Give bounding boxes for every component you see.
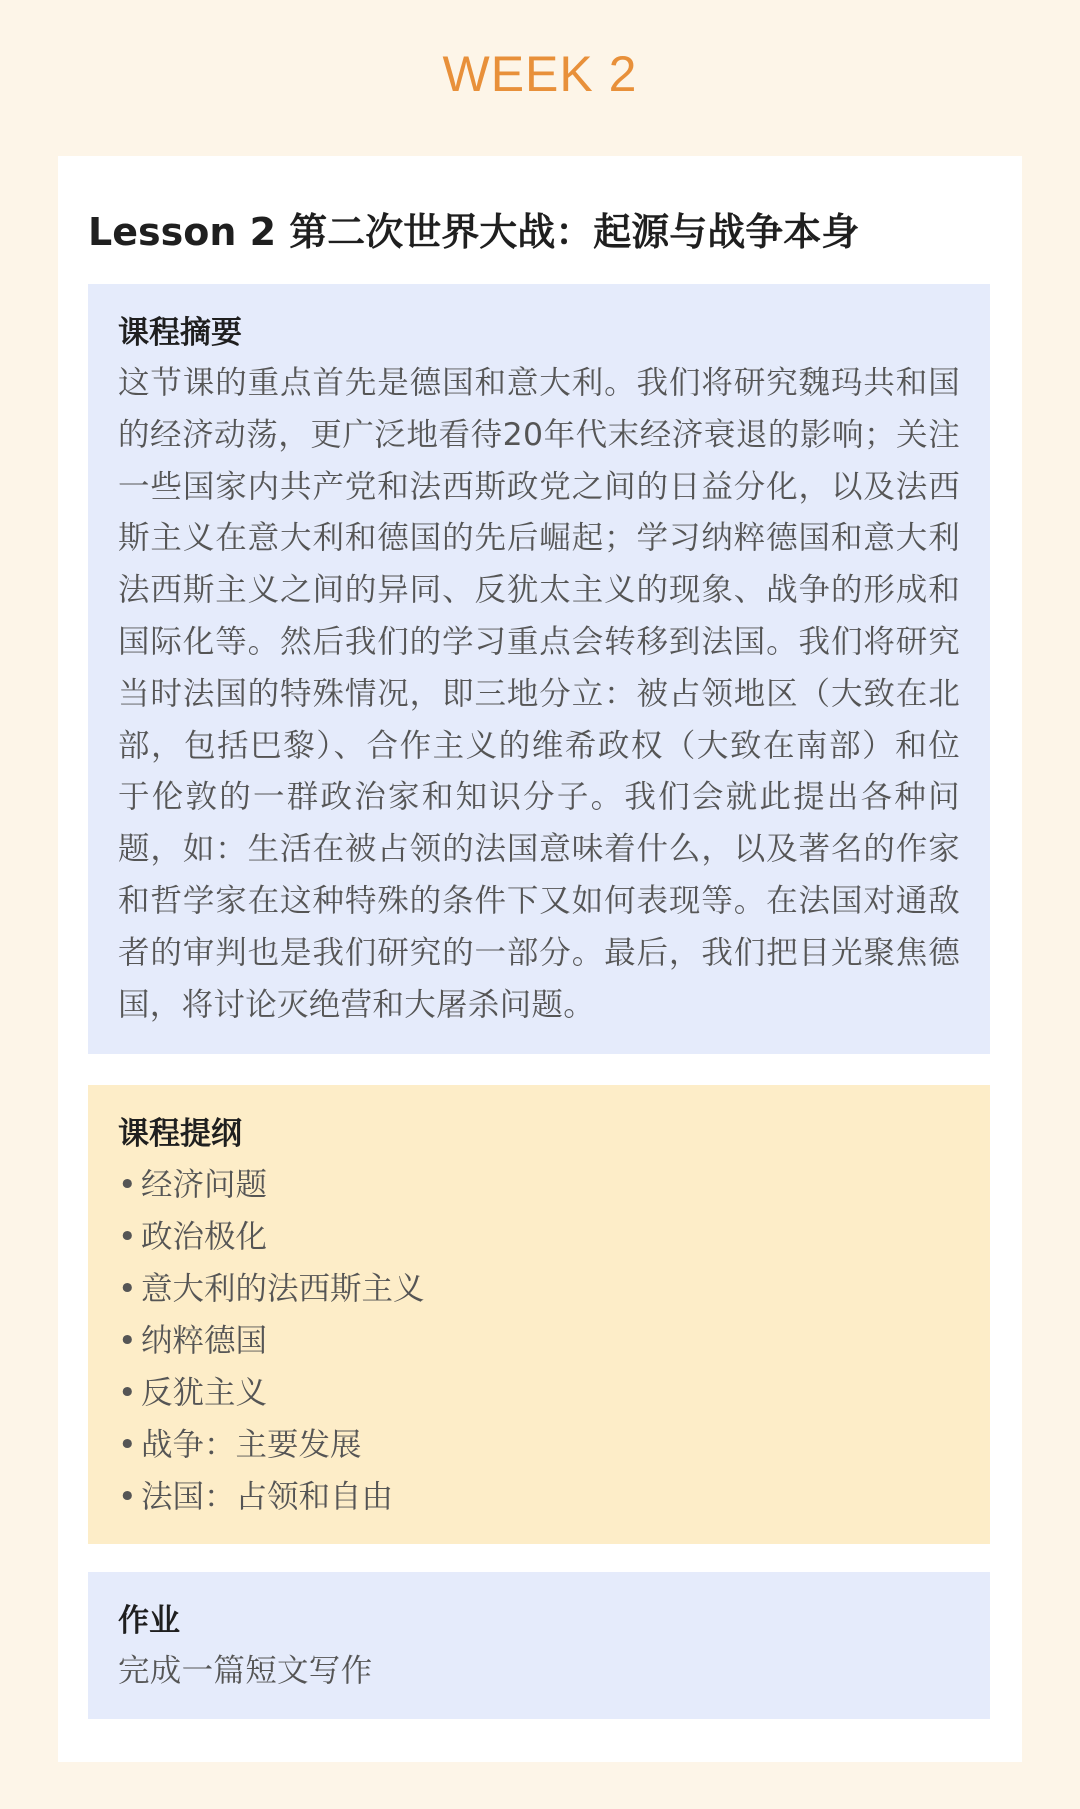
- summary-panel: [88, 284, 990, 1054]
- summary-heading: 课程摘要: [118, 315, 242, 351]
- outline-item-label: 反犹主义: [141, 1375, 268, 1411]
- outline-panel: [88, 1085, 990, 1544]
- outline-item-label: 战争：主要发展: [141, 1427, 362, 1463]
- outline-item-label: 纳粹德国: [141, 1323, 268, 1359]
- bullet-icon: •: [118, 1271, 137, 1307]
- outline-list: [118, 1159, 960, 1523]
- outline-item: [118, 1419, 960, 1471]
- bullet-icon: •: [118, 1167, 137, 1203]
- outline-item: [118, 1471, 960, 1523]
- week-title: WEEK 2: [442, 46, 638, 102]
- bullet-icon: •: [118, 1427, 137, 1463]
- lesson-title: Lesson 2 第二次世界大战：起源与战争本身: [88, 210, 860, 254]
- outline-item-label: 法国：占领和自由: [141, 1479, 394, 1515]
- bullet-icon: •: [118, 1219, 137, 1255]
- outline-item: [118, 1263, 960, 1315]
- bullet-icon: •: [118, 1323, 137, 1359]
- summary-body: 这节课的重点首先是德国和意大利。我们将研究魏玛共和国的经济动荡，更广泛地看待20年代末经济衰退的影响；关注一些国家内共产党和法西斯政党之间的日益分化，以及法西斯主义在意大利和德国的先后崛起；学习纳粹德国和意大利法西斯主义之间的异同、反犹太主义的现象、战争的形成和国际化等。然后我们的学习重点会转移到法国。我们将研究当时法国的特殊情况，即三地分立：被占领地区（大致在北部，包括巴黎）、合作主义的维希政权（大致在南部）和位于伦敦的一群政治家和知识分子。我们会就此提出各种问题，如：生活在被占领的法国意味着什么，以及著名的作家和哲学家在这种特殊的条件下又如何表现等。在法国对通敌者的审判也是我们研究的一部分。最后，我们把目光聚焦德国，将讨论灭绝营和大屠杀问题。: [118, 365, 960, 1023]
- homework-panel: [88, 1572, 990, 1719]
- outline-item: [118, 1211, 960, 1263]
- bullet-icon: •: [118, 1479, 137, 1515]
- homework-heading: 作业: [118, 1603, 180, 1639]
- outline-item-label: 意大利的法西斯主义: [141, 1271, 425, 1307]
- outline-item: [118, 1315, 960, 1367]
- outline-item: [118, 1159, 960, 1211]
- outline-item-label: 政治极化: [141, 1219, 268, 1255]
- outline-item-label: 经济问题: [141, 1167, 268, 1203]
- bullet-icon: •: [118, 1375, 137, 1411]
- lesson-card: [58, 156, 1022, 1762]
- outline-item: [118, 1367, 960, 1419]
- homework-body: 完成一篇短文写作: [118, 1653, 373, 1689]
- outline-heading: 课程提纲: [118, 1116, 242, 1152]
